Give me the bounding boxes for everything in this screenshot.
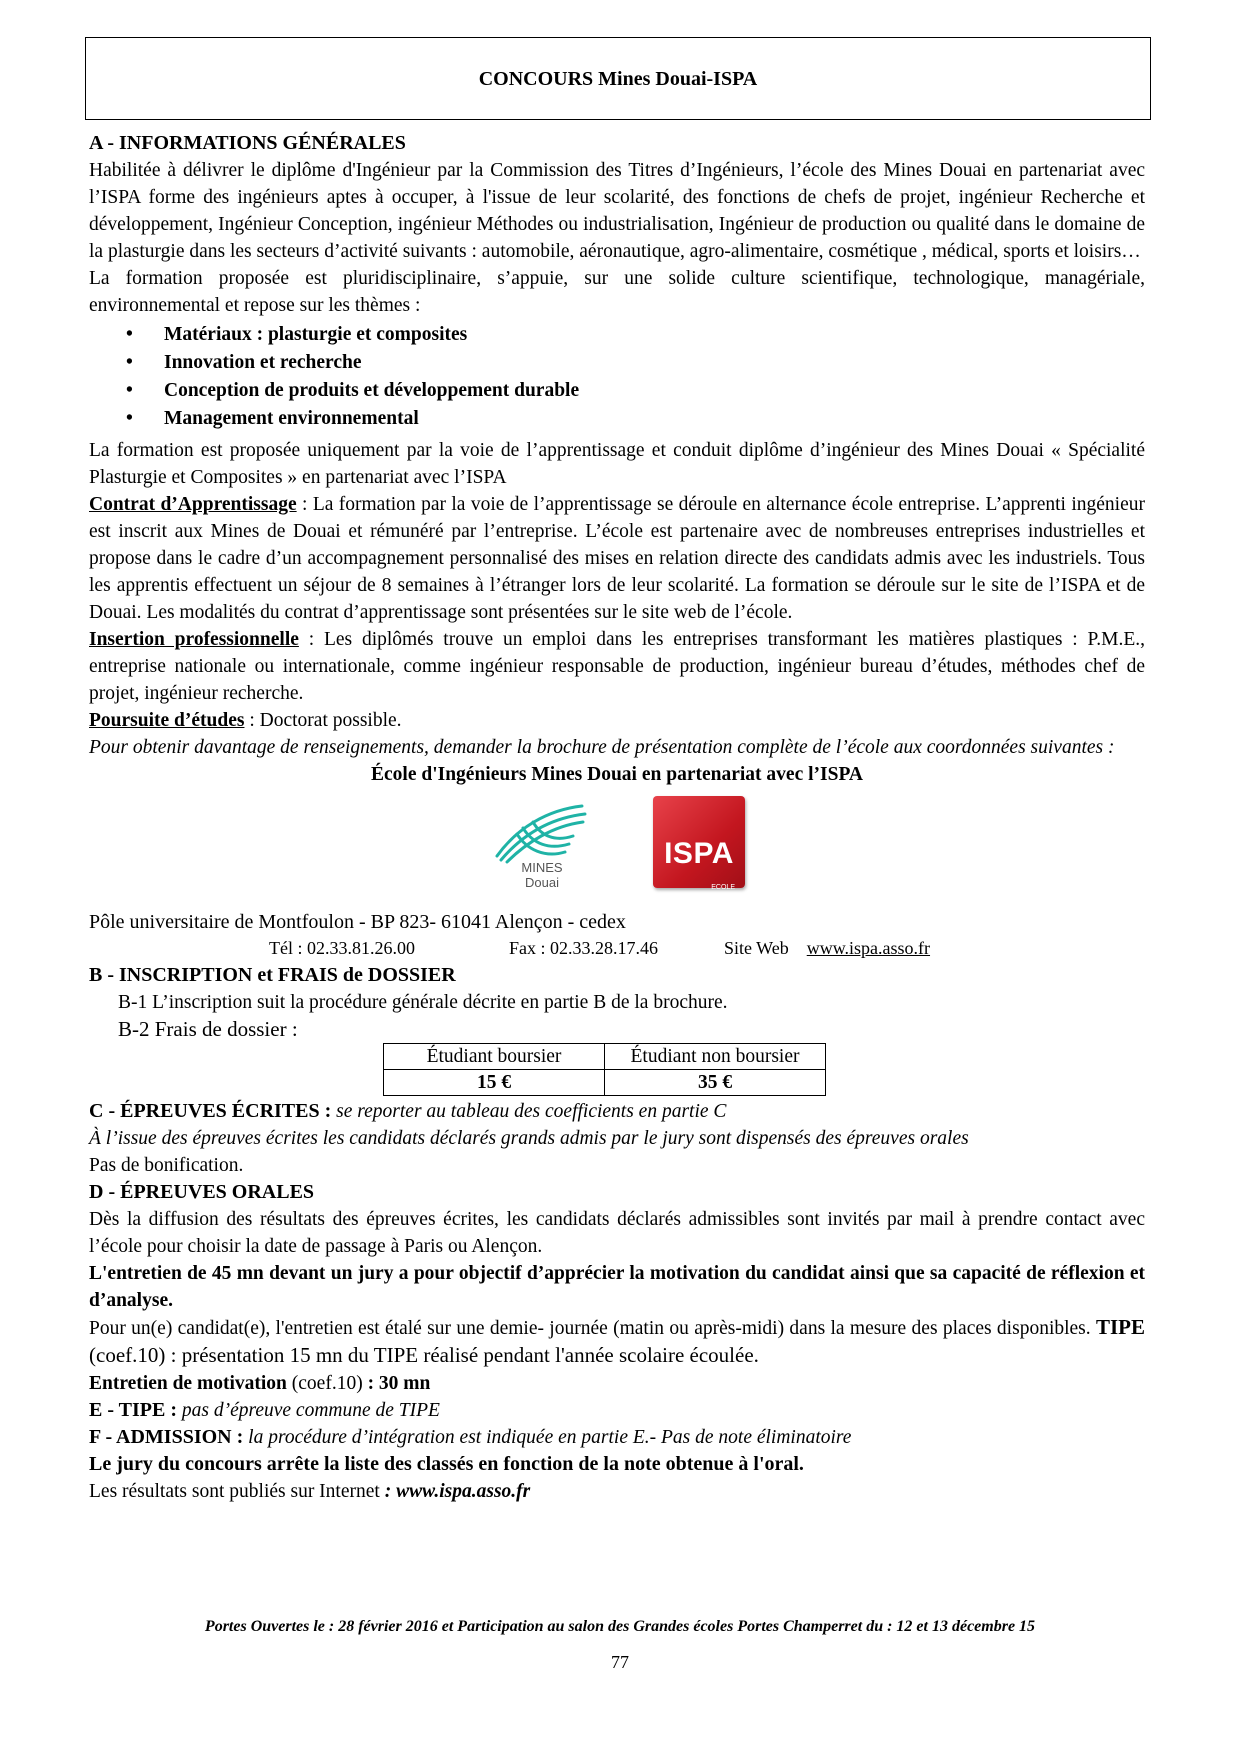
section-c-heading: C - ÉPREUVES ÉCRITES : [89, 1100, 332, 1122]
section-d-p3a: Pour un(e) candidat(e), l'entretien est étalé sur une demie- journée (matin ou après-midi) dans la mesure des places disponibles. [89, 1318, 1096, 1339]
entretien-coef: (coef.10) [286, 1373, 368, 1394]
fees-header-boursier: Étudiant boursier [384, 1044, 605, 1070]
list-item: • Innovation et recherche [164, 349, 1145, 377]
logos [89, 792, 1145, 908]
list-item: • Conception de produits et développement durable [164, 377, 1145, 405]
mines-douai-wordmark: MINES Douai [521, 860, 563, 890]
title-box [85, 37, 1151, 120]
fees-table [383, 1043, 826, 1096]
results-link[interactable]: : www.ispa.asso.fr [384, 1481, 531, 1502]
fees-header-non-boursier: Étudiant non boursier [605, 1044, 826, 1070]
section-d-heading: D - ÉPREUVES ORALES [89, 1181, 315, 1203]
section-d-p1: Dès la diffusion des résultats des épreuves écrites, les candidats déclarés admissibles sont invités par mail à prendre contact avec l’école pour choisir la date de passage à Paris ou Alençon. [89, 1209, 1145, 1257]
page-number: 77 [611, 1652, 629, 1672]
contrat-text: : La formation par la voie de l’apprentissage se déroule en alternance école entreprise. L’apprenti ingénieur est inscrit aux Mines de Douai et rémunéré par l’entreprise. L’école est partenaire avec de nombreuses entreprises industrielles et propose dans le cadre d’un accompagnement personnalisé des mises en relation directe des candidats admis avec les industriels. Tous les apprentis effectuent un séjour de 8 semaines à l’étranger lors de leur scolarité. La formation se déroule sur le site de l’ISPA et de Douai. Les modalités du contrat d’apprentissage sont présentées sur le site web de l’école. [89, 494, 1145, 623]
entretien-line [89, 1370, 1145, 1397]
ispa-logo-icon: ISPA ECOLE [653, 796, 745, 888]
entretien-duration: : 30 mn [367, 1373, 431, 1394]
section-c-heading-line [89, 1098, 1145, 1125]
fees-value-boursier: 15 € [384, 1070, 605, 1096]
jury-statement: Le jury du concours arrête la liste des classés en fonction de la note obtenue à l'oral. [89, 1453, 804, 1475]
list-item: • Matériaux : plasturgie et composites [164, 321, 1145, 349]
poursuite-paragraph [89, 707, 1145, 734]
page-title: CONCOURS Mines Douai-ISPA [478, 68, 758, 90]
insertion-paragraph [89, 626, 1145, 707]
footer-note: Portes Ouvertes le : 28 février 2016 et Participation au salon des Grandes écoles Portes Champerret du : 12 et 13 décembre 15 [204, 1618, 1036, 1635]
contact-line [269, 936, 1145, 960]
list-item: • Management environnemental [164, 405, 1145, 433]
contrat-paragraph [89, 491, 1145, 626]
school-name: École d'Ingénieurs Mines Douai en partenariat avec l’ISPA [371, 764, 863, 785]
brochure-note: Pour obtenir davantage de renseignements, demander la brochure de présentation complète de l’école aux coordonnées suivantes : [89, 737, 1115, 758]
section-c-line1: À l’issue des épreuves écrites les candidats déclarés grands admis par le jury sont dispensés des épreuves orales [89, 1128, 969, 1149]
content [89, 130, 1145, 1505]
contrat-label: Contrat d’Apprentissage [89, 494, 297, 515]
table-row [384, 1044, 826, 1070]
school-address: Pôle universitaire de Montfoulon - BP 823- 61041 Alençon - cedex [89, 911, 626, 933]
themes-list [89, 321, 1145, 433]
results-text: Les résultats sont publiés sur Internet [89, 1481, 385, 1502]
website-link[interactable]: www.ispa.asso.fr [806, 938, 931, 958]
site-label: Site Web [724, 938, 789, 958]
section-f-note: la procédure d’intégration est indiquée en partie E.- Pas de note éliminatoire [243, 1427, 852, 1448]
results-line [89, 1478, 1145, 1505]
section-a-heading: A - INFORMATIONS GÉNÉRALES [89, 132, 406, 154]
section-c-note: se reporter au tableau des coefficients en partie C [331, 1101, 727, 1122]
section-d-p3b: (coef.10) : présentation 15 mn du TIPE réalisé pendant l'année scolaire écoulée. [89, 1343, 759, 1367]
fees-value-non-boursier: 35 € [605, 1070, 826, 1096]
section-e-line [89, 1397, 1145, 1424]
phone-number: Tél : 02.33.81.26.00 [269, 938, 415, 958]
insertion-label: Insertion professionnelle [89, 629, 299, 650]
tipe-label: TIPE [1095, 1315, 1145, 1339]
fax-number: Fax : 02.33.28.17.46 [509, 938, 659, 958]
poursuite-text: : Doctorat possible. [244, 710, 402, 731]
section-e-heading: E - TIPE : [89, 1399, 177, 1421]
section-e-note: pas d’épreuve commune de TIPE [176, 1400, 440, 1421]
table-row [384, 1070, 826, 1096]
section-d-p2: L'entretien de 45 mn devant un jury a pour objectif d’apprécier la motivation du candidat ainsi que sa capacité de réflexion et d’analyse. [89, 1263, 1145, 1311]
section-f-heading: F - ADMISSION : [89, 1426, 244, 1448]
section-b2: B-2 Frais de dossier : [118, 1017, 298, 1041]
section-a-intro: Habilitée à délivrer le diplôme d'Ingénieur par la Commission des Titres d’Ingénieurs, l’école des Mines Douai en partenariat avec l’ISPA forme des ingénieurs aptes à occuper, à l'issue de leur scolarité, des fonctions de chefs de projet, ingénieur Recherche et développement, Ingénieur Conception, ingénieur Méthodes ou industrialisation, Ingénieur de production ou qualité dans le domaine de la plasturgie dans les secteurs d’activité suivants : automobile, aéronautique, agro-alimentaire, cosmétique , médical, sports et loisirs… [89, 160, 1145, 262]
insertion-text: : Les diplômés trouve un emploi dans les entreprises transformant les matières plastiques : P.M.E., entreprise nationale ou internationale, comme ingénieur responsable de production, ingénieur bureau d’études, méthodes chef de projet, ingénieur recherche. [89, 629, 1145, 704]
entretien-label: Entretien de motivation [89, 1373, 287, 1394]
section-a-apprentissage: La formation est proposée uniquement par la voie de l’apprentissage et conduit diplôme d’ingénieur des Mines Douai « Spécialité Plasturgie et Composites » en partenariat avec l’ISPA [89, 440, 1145, 488]
section-d-p3 [89, 1314, 1145, 1370]
poursuite-label: Poursuite d’études [89, 710, 245, 731]
section-b1: B-1 L’inscription suit la procédure générale décrite en partie B de la brochure. [118, 992, 728, 1013]
section-b-heading: B - INSCRIPTION et FRAIS de DOSSIER [89, 964, 456, 986]
section-a-formation: La formation proposée est pluridisciplinaire, s’appuie, sur une solide culture scientifique, technologique, managériale, environnemental et repose sur les thèmes : [89, 268, 1145, 316]
section-f-line [89, 1424, 1145, 1451]
section-c-line2: Pas de bonification. [89, 1155, 244, 1176]
